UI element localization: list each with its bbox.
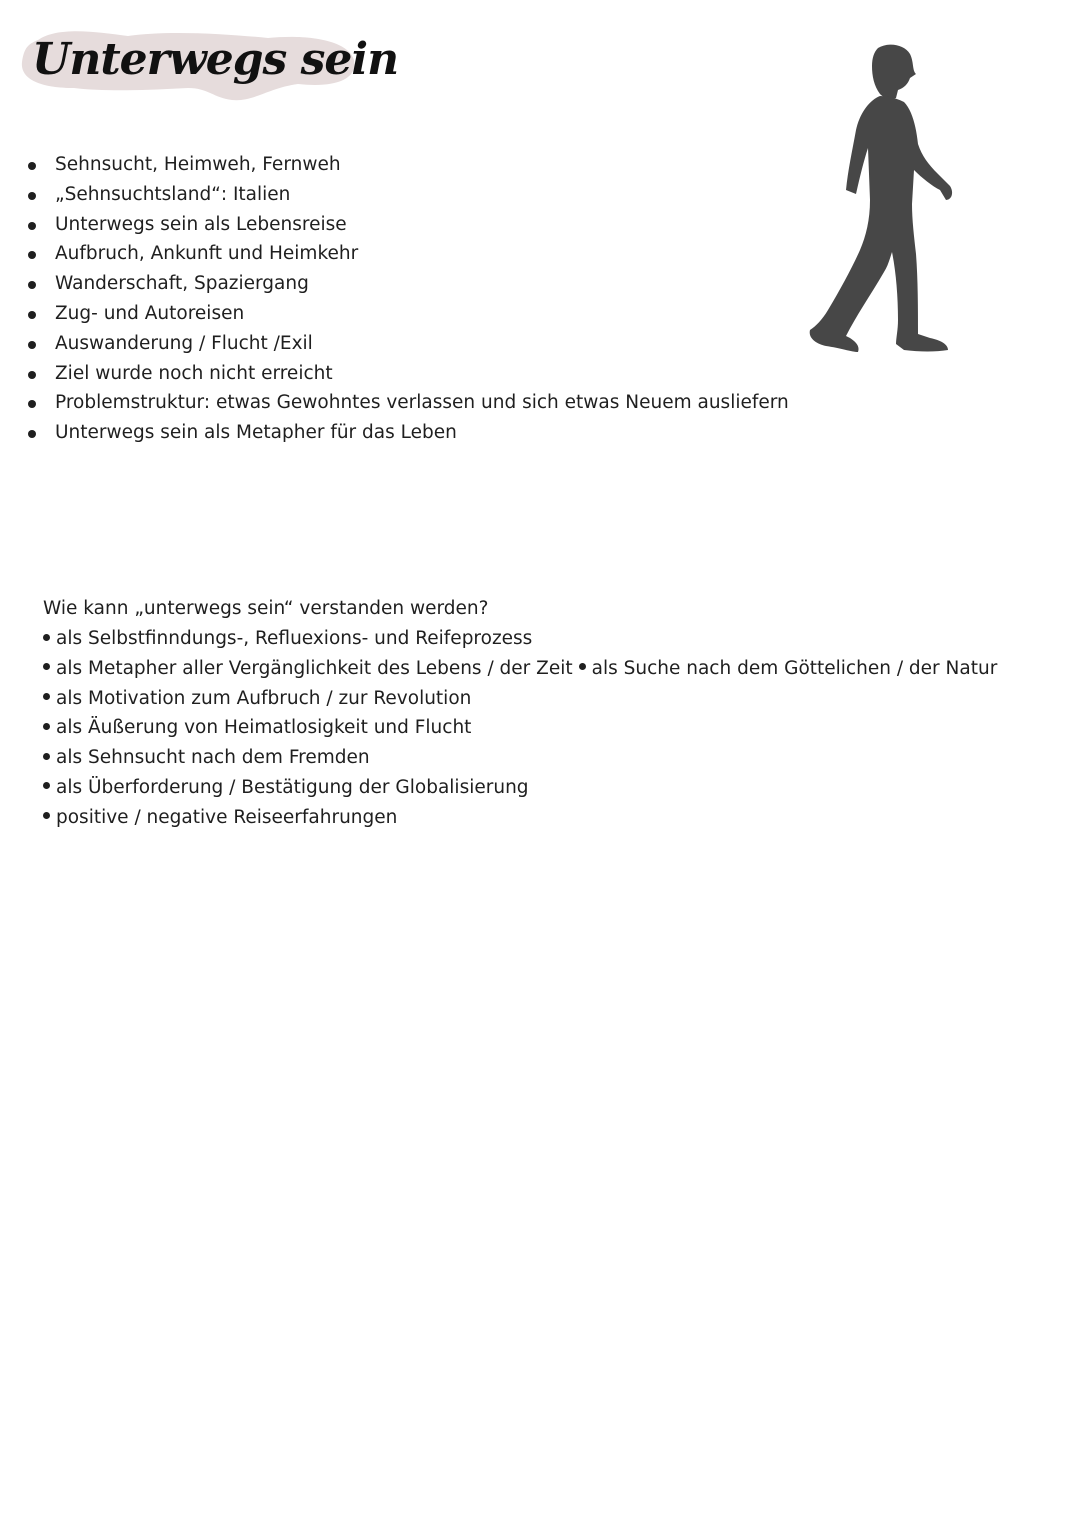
bullet-icon (43, 782, 50, 789)
list-item: Problemstruktur: etwas Gewohntes verlassen und sich etwas Neuem ausliefern (28, 388, 789, 418)
bullet-icon (43, 723, 50, 730)
list-item: Sehnsucht, Heimweh, Fernweh (28, 150, 789, 180)
list-item: als Sehnsucht nach dem Fremden (43, 743, 997, 773)
bullet-icon (28, 341, 36, 349)
bullet-icon (43, 753, 50, 760)
page-title: Unterwegs sein (32, 34, 399, 85)
list-item: Auswanderung / Flucht /Exil (28, 329, 789, 359)
bullet-icon (28, 192, 36, 200)
answer-list (43, 624, 997, 833)
list-item: „Sehnsuchtsland“: Italien (28, 180, 789, 210)
list-item: positive / negative Reiseerfahrungen (43, 803, 997, 833)
bullet-icon (28, 430, 36, 438)
bullet-icon (43, 634, 50, 641)
list-item: Unterwegs sein als Metapher für das Leben (28, 418, 789, 448)
list-item: als Metapher aller Vergänglichkeit des Lebens / der Zeit als Suche nach dem Göttelichen / der Natur (43, 654, 997, 684)
bullet-icon (28, 371, 36, 379)
list-item: als Selbstfinndungs-, Refluexions- und Reifeprozess (43, 624, 997, 654)
bullet-icon (28, 311, 36, 319)
list-item: Zug- und Autoreisen (28, 299, 789, 329)
list-item: Unterwegs sein als Lebensreise (28, 210, 789, 240)
bullet-icon (28, 162, 36, 170)
section-question: Wie kann „unterwegs sein“ verstanden werden? (43, 598, 489, 619)
list-item: Wanderschaft, Spaziergang (28, 269, 789, 299)
interpretation-section (43, 594, 997, 833)
list-item: Ziel wurde noch nicht erreicht (28, 359, 789, 389)
list-item: als Überforderung / Bestätigung der Globalisierung (43, 773, 997, 803)
bullet-icon (28, 400, 36, 408)
walking-person-silhouette-icon (800, 40, 955, 360)
bullet-icon (43, 663, 50, 670)
title-block (18, 22, 399, 104)
bullet-icon (579, 663, 586, 670)
list-item: Aufbruch, Ankunft und Heimkehr (28, 239, 789, 269)
list-item: als Motivation zum Aufbruch / zur Revolution (43, 684, 997, 714)
list-item: als Äußerung von Heimatlosigkeit und Flucht (43, 713, 997, 743)
bullet-icon (28, 281, 36, 289)
bullet-icon (28, 222, 36, 230)
bullet-icon (28, 251, 36, 259)
topic-list (28, 150, 789, 448)
bullet-icon (43, 693, 50, 700)
bullet-icon (43, 812, 50, 819)
